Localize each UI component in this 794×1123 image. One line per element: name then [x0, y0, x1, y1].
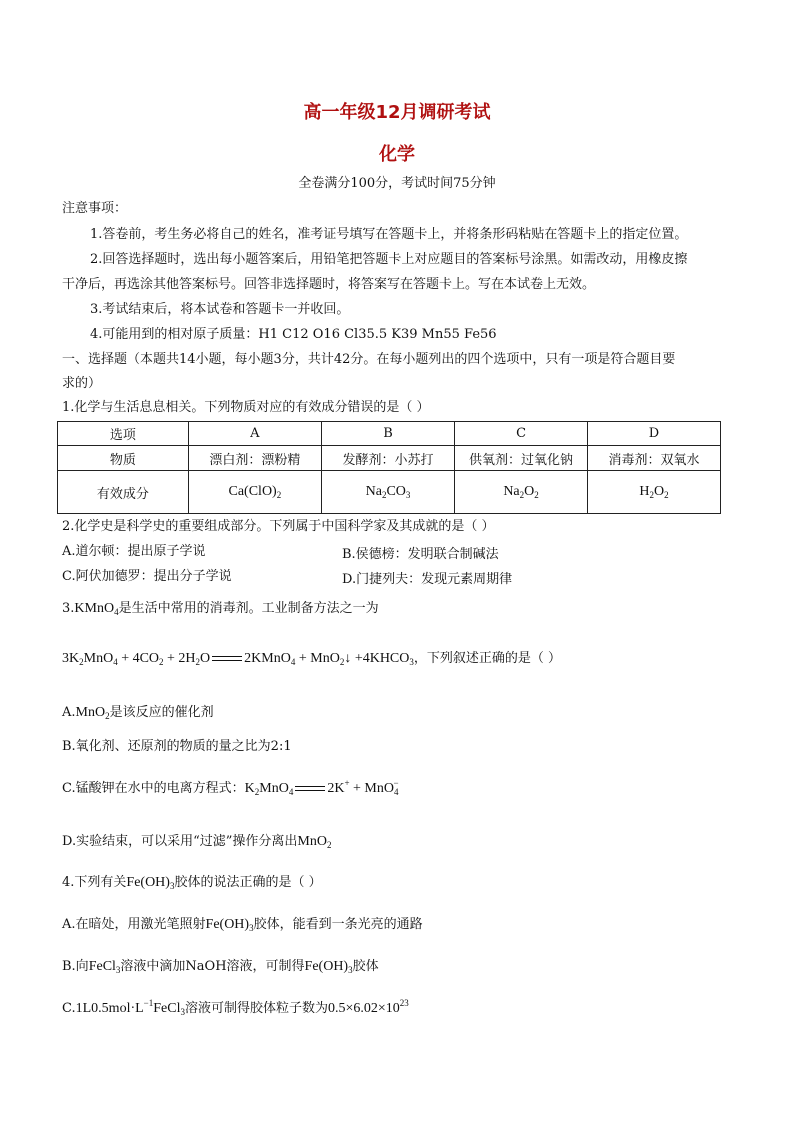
table-cell: 漂白剂：漂粉精 [188, 446, 321, 471]
formula-na2o2: $Na_2O_2$ [455, 471, 588, 514]
formula-fecl3: FeCl$_3$ [88, 959, 121, 975]
option-text: 是该反应的催化剂 [109, 705, 214, 720]
q4-stem-text: 胶体的说法正确的是（ ） [174, 875, 322, 890]
q2-option-d: D.门捷列夫：发现元素周期律 [342, 572, 513, 587]
option-text: 溶液中滴加NaOH溶液，可制得 [120, 959, 305, 974]
formula-particle-count: $0.5\times 6.02\times 10^{23}$ [328, 998, 409, 1016]
option-text: 溶液可制得胶体粒子数为 [184, 1001, 328, 1016]
table-cell: 物质 [58, 446, 189, 471]
table-row [58, 446, 721, 471]
q4-stem-text: 4.下列有关 [62, 875, 127, 890]
note-3: 3.考试结束后，将本试卷和答题卡一并收回。 [90, 302, 350, 317]
table-cell: 消毒剂：双氧水 [588, 446, 721, 471]
q3-option-b: B.氧化剂、还原剂的物质的量之比为2:1 [62, 739, 292, 754]
note-4: 4.可能用到的相对原子质量：H1 C12 O16 Cl35.5 K39 Mn55 Fe56 [90, 327, 497, 342]
q1-table [57, 421, 721, 514]
q2-option-b: B.侯德榜：发明联合制碱法 [342, 547, 499, 562]
option-text: D.实验结束，可以采用“过滤”操作分离出 [62, 834, 298, 849]
q3-stem-text: 是生活中常用的消毒剂。工业制备方法之一为 [118, 601, 379, 616]
formula-concentration: $1L0.5mol\cdot L^{-1}FeCl_3$ [75, 998, 185, 1017]
q4-option-b [62, 958, 379, 976]
q3-stem [62, 600, 379, 618]
table-header-cell: B [321, 422, 454, 446]
note-2: 2.回答选择题时，选出每小题答案后，用铅笔把答题卡上对应题目的答案标号涂黑。如需改动，用橡皮擦 [90, 252, 688, 267]
table-header-cell: D [588, 422, 721, 446]
table-cell: 供氧剂：过氧化钠 [455, 446, 588, 471]
formula-na2co3: $Na_2CO_3$ [321, 471, 454, 514]
option-text: B.向 [62, 959, 89, 974]
formula-ca-clo2: $Ca(ClO)_2$ [188, 471, 321, 514]
subject-title: 化学 [379, 144, 415, 165]
q3-option-d [62, 833, 331, 851]
formula-feoh3: $Fe(OH)_3$ [304, 959, 353, 975]
section1-heading: 一、选择题（本题共14小题，每小题3分，共计42分。在每小题列出的四个选项中，只有一项是符合题目要 [62, 352, 676, 367]
notes-heading: 注意事项： [62, 201, 128, 216]
option-text: 胶体，能看到一条光亮的通路 [253, 917, 423, 932]
option-text: A.在暗处，用激光笔照射 [62, 917, 206, 932]
q3-equation-tail: ，下列叙述正确的是（ ） [413, 651, 562, 666]
formula-equation: $3K_2MnO_4 + 4CO_2 + 2H_2O$ 2KMnO$_4$ + MnO$_2$↓ $+4KHCO_3$ [62, 651, 414, 667]
table-cell: 有效成分 [58, 471, 189, 514]
option-text: 胶体 [352, 959, 379, 974]
q3-number: 3. [62, 601, 75, 616]
q2-stem: 2.化学史是科学史的重要组成部分。下列属于中国科学家及其成就的是（ ） [62, 519, 495, 534]
formula-kmno4: KMnO$_4$ [74, 601, 119, 617]
q4-stem [62, 874, 322, 892]
formula-ionization: $K_2MnO_4$ 2K+ + MnO$_4$− [244, 778, 399, 797]
exam-title: 高一年级12月调研考试 [303, 102, 491, 123]
formula-feoh3: $Fe(OH)_3$ [205, 917, 254, 933]
q1-stem: 1.化学与生活息息相关。下列物质对应的有效成分错误的是（ ） [62, 400, 430, 415]
exam-info: 全卷满分100分，考试时间75分钟 [298, 176, 496, 191]
section1-heading-cont: 求的） [62, 376, 102, 391]
option-text: C. [62, 1001, 76, 1016]
table-header-cell: 选项 [58, 422, 189, 446]
table-cell: 发酵剂：小苏打 [321, 446, 454, 471]
option-label: A. [62, 705, 76, 720]
q2-option-c: C.阿伏加德罗：提出分子学说 [62, 569, 232, 584]
q3-equation [62, 650, 561, 668]
table-header-cell: A [188, 422, 321, 446]
formula-mno2: MnO$_2$ [297, 834, 332, 850]
formula-mno2: MnO$_2$ [75, 705, 110, 721]
note-1: 1.答卷前，考生务必将自己的姓名，准考证号填写在答题卡上，并将条形码粘贴在答题卡上的指定位置。 [90, 227, 688, 242]
option-text: C.锰酸钾在水中的电离方程式： [62, 781, 245, 796]
table-row [58, 422, 721, 446]
q4-option-c [62, 1000, 409, 1018]
table-header-cell: C [455, 422, 588, 446]
q2-option-a: A.道尔顿：提出原子学说 [62, 544, 206, 559]
q4-option-a [62, 916, 423, 934]
note-2-cont: 干净后，再选涂其他答案标号。回答非选择题时，将答案写在答题卡上。写在本试卷上无效。 [62, 277, 596, 292]
formula-h2o2: $H_2O_2$ [588, 471, 721, 514]
q3-option-a [62, 704, 214, 722]
q3-option-c [62, 780, 399, 798]
table-row [58, 471, 721, 514]
formula-feoh3: $Fe(OH)_3$ [126, 875, 175, 891]
